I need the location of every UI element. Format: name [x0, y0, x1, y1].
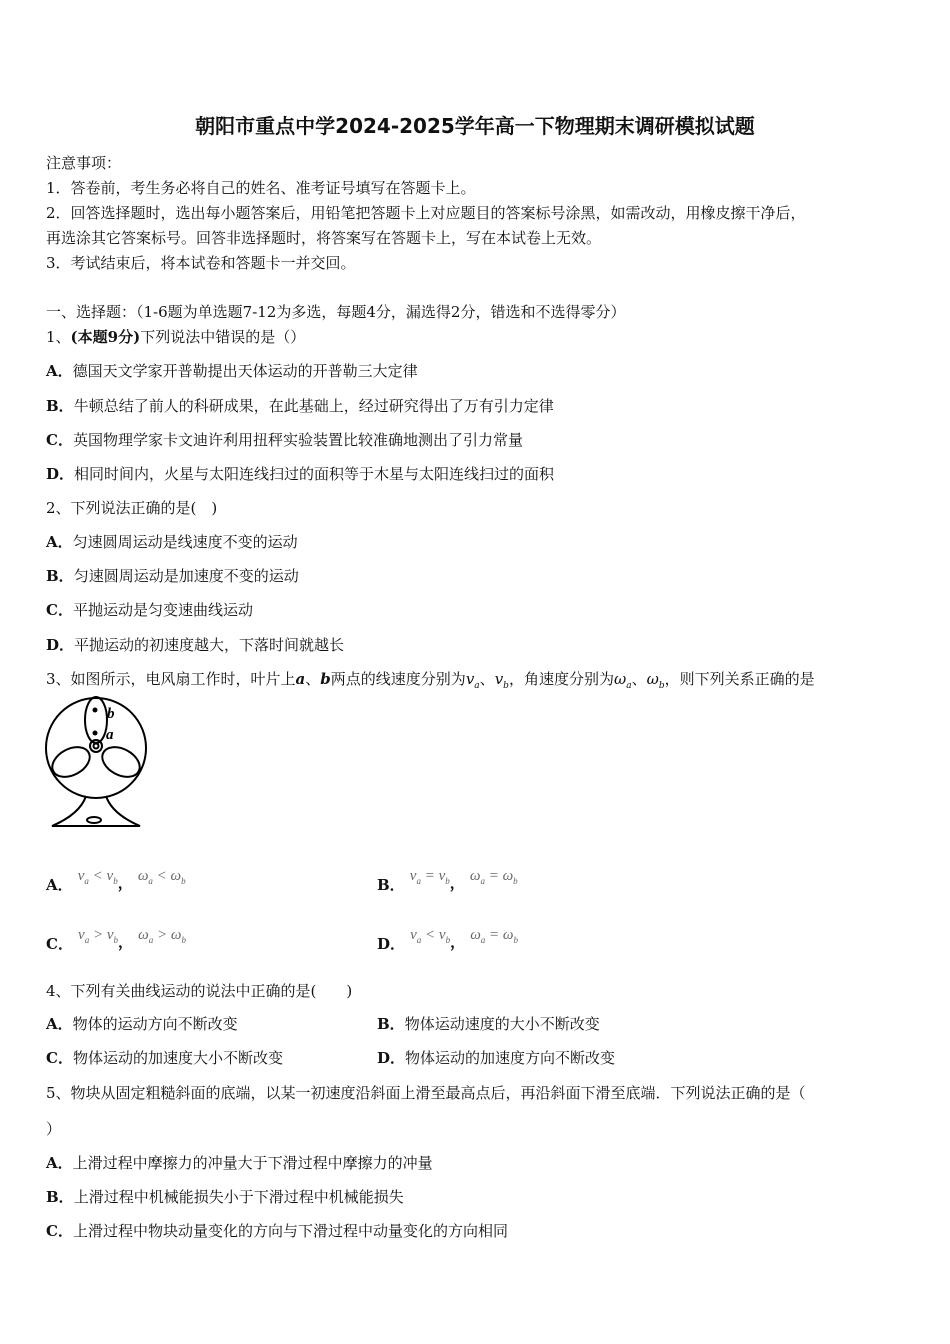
- option: [46, 360, 418, 381]
- question-5-stem-cont: ）: [46, 1120, 62, 1138]
- question-3-stem: [46, 668, 815, 691]
- option-formula: $\omega_a = \omega_b$: [470, 927, 518, 945]
- notice-item: 再选涂其它答案标号。回答非选择题时，将答案写在答题卡上，写在本试卷上无效。: [46, 229, 602, 247]
- option: [377, 864, 518, 894]
- stem-subscript: a: [626, 681, 632, 691]
- comma: ，: [117, 874, 133, 892]
- option-text: 平抛运动是匀变速曲线运动: [72, 601, 253, 619]
- question-5-stem: 5、物块从固定粗糙斜面的底端，以某一初速度沿斜面上滑至最高点后，再沿斜面下滑至底端．下列说法正确的是（: [46, 1084, 806, 1102]
- question-2-stem: 2、下列说法正确的是( ): [46, 499, 218, 517]
- option: [377, 1013, 600, 1034]
- question-1-stem: [46, 326, 305, 347]
- comma: ，: [450, 933, 466, 951]
- option-label: B．: [46, 1188, 74, 1206]
- fan-blade-top: [85, 697, 107, 743]
- option-formula: $v_a > v_b$: [78, 927, 119, 945]
- option-label: A．: [46, 876, 73, 894]
- fan-hub: [90, 740, 102, 752]
- stem-text: 、: [305, 670, 321, 688]
- option-text: 英国物理学家卡文迪许利用扭秤实验装置比较准确地测出了引力常量: [72, 431, 523, 449]
- option: [46, 463, 554, 484]
- stem-symbol: a: [295, 670, 306, 688]
- option: [46, 634, 344, 655]
- stem-subscript: a: [474, 681, 480, 691]
- option-text: 匀速圆周运动是加速度不变的运动: [73, 567, 299, 585]
- notice-item: 3．考试结束后，将本试卷和答题卡一并交回。: [46, 254, 356, 272]
- notice-item: 2．回答选择题时，选出每小题答案后，用铅笔把答题卡上对应题目的答案标号涂黑，如需改动，用橡皮擦干净后，: [46, 204, 806, 222]
- option: [46, 923, 186, 953]
- option-text: 物体运动速度的大小不断改变: [404, 1015, 600, 1033]
- question-number: 1、: [46, 328, 71, 346]
- label-a: a: [106, 727, 114, 743]
- option-label: C．: [46, 1222, 73, 1240]
- option-formula: $\omega_a < \omega_b$: [137, 868, 186, 886]
- option: [377, 1047, 615, 1068]
- option-formula: $\omega_a = \omega_b$: [469, 868, 518, 886]
- option: [46, 565, 299, 586]
- comma: ，: [449, 874, 465, 892]
- fan-base-knob: [87, 817, 101, 823]
- stem-symbol: ω: [646, 670, 659, 688]
- option-label: B．: [46, 397, 74, 415]
- option-text: 匀速圆周运动是线速度不变的运动: [72, 533, 298, 551]
- option-text: 平抛运动的初速度越大，下落时间就越长: [74, 636, 345, 654]
- option: [46, 599, 253, 620]
- option-text: 上滑过程中物块动量变化的方向与下滑过程中动量变化的方向相同: [72, 1222, 508, 1240]
- question-text: 下列说法中错误的是（）: [140, 328, 306, 346]
- option-text: 上滑过程中摩擦力的冲量大于下滑过程中摩擦力的冲量: [72, 1154, 433, 1172]
- option-text: 相同时间内，火星与太阳连线扫过的面积等于木星与太阳连线扫过的面积: [74, 465, 555, 483]
- option-text: 德国天文学家开普勒提出天体运动的开普勒三大定律: [72, 362, 418, 380]
- option-text: 物体运动的加速度大小不断改变: [72, 1049, 283, 1067]
- option-label: B．: [377, 1015, 405, 1033]
- option-text: 上滑过程中机械能损失小于下滑过程中机械能损失: [73, 1188, 404, 1206]
- option: [46, 864, 186, 894]
- option-formula: $\omega_a > \omega_b$: [138, 927, 186, 945]
- option: [46, 1047, 283, 1068]
- option-label: A．: [46, 533, 73, 551]
- option-label: C．: [46, 431, 73, 449]
- option-text: 物体运动的加速度方向不断改变: [405, 1049, 616, 1067]
- stem-symbol: b: [320, 670, 331, 688]
- option: [46, 1220, 508, 1241]
- stem-text: 、: [479, 670, 495, 688]
- option: [46, 395, 554, 416]
- question-score: (本题9分): [70, 328, 141, 346]
- option-label: B．: [46, 567, 74, 585]
- stem-text: 、: [631, 670, 647, 688]
- option-label: A．: [46, 1015, 73, 1033]
- fan-hub-inner: [94, 744, 99, 749]
- option: [46, 1152, 433, 1173]
- section-heading: 一、选择题：（1-6题为单选题7-12为多选，每题4分，漏选得2分，错选和不选得零分）: [46, 303, 626, 321]
- option-formula: $v_a < v_b$: [410, 927, 451, 945]
- option-label: B．: [377, 876, 405, 894]
- stem-symbol: v: [494, 670, 504, 688]
- option-label: A．: [46, 1154, 73, 1172]
- stem-text: 3、如图所示，电风扇工作时，叶片上: [46, 670, 296, 688]
- stem-text: ，则下列关系正确的是: [664, 670, 815, 688]
- option-label: C．: [46, 935, 73, 953]
- option-text: 牛顿总结了前人的科研成果，在此基础上，经过研究得出了万有引力定律: [73, 397, 554, 415]
- option-label: A．: [46, 362, 73, 380]
- stem-subscript: b: [503, 681, 509, 691]
- stem-symbol: ω: [613, 670, 627, 688]
- fan-stand: [52, 796, 140, 826]
- option: [377, 923, 518, 953]
- option-formula: $v_a < v_b$: [77, 868, 118, 886]
- option: [46, 1186, 404, 1207]
- stem-subscript: b: [658, 681, 665, 691]
- option-formula: $v_a = v_b$: [409, 868, 450, 886]
- point-a-dot: [93, 731, 98, 736]
- stem-text: ，角速度分别为: [508, 670, 614, 688]
- label-b: b: [107, 706, 115, 722]
- question-4-stem: 4、下列有关曲线运动的说法中正确的是( ): [46, 982, 353, 1000]
- option-label: D．: [377, 935, 406, 953]
- option: [46, 531, 298, 552]
- option-text: 物体的运动方向不断改变: [72, 1015, 238, 1033]
- option: [46, 429, 523, 450]
- option-label: D．: [377, 1049, 406, 1067]
- option-label: C．: [46, 601, 73, 619]
- stem-symbol: v: [465, 670, 475, 688]
- page-title: 朝阳市重点中学2024-2025学年高一下物理期末调研模拟试题: [195, 114, 755, 138]
- option: [46, 1013, 238, 1034]
- notice-item: 1．答卷前，考生务必将自己的姓名、准考证号填写在答题卡上。: [46, 179, 476, 197]
- option-label: C．: [46, 1049, 73, 1067]
- fan-figure: [40, 696, 152, 834]
- stem-text: 两点的线速度分别为: [330, 670, 466, 688]
- comma: ，: [118, 933, 134, 951]
- point-b-dot: [93, 708, 98, 713]
- option-label: D．: [46, 465, 75, 483]
- notice-heading: 注意事项：: [46, 154, 122, 172]
- option-label: D．: [46, 636, 75, 654]
